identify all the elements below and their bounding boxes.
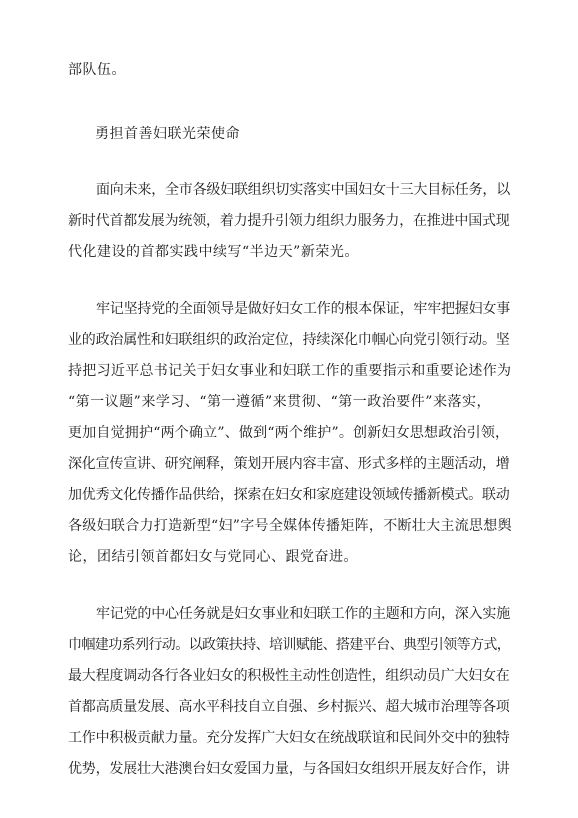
text-line: 论，团结引领首都妇女与党同心、跟党奋进。 <box>68 549 358 565</box>
text-line: 各级妇联合力打造新型“妇”字号全媒体传播矩阵，不断壮大主流思想舆 <box>68 518 512 534</box>
text-line: 首都高质量发展、高水平科技自立自强、乡村振兴、超大城市治理等各项 <box>68 699 510 715</box>
text-line: 优势，发展壮大港澳台妇女爱国力量，与各国妇女组织开展友好合作，讲 <box>68 761 510 777</box>
text-line: 牢记党的中心任务就是妇女事业和妇联工作的主题和方向，深入实施 <box>96 606 510 622</box>
text-line: 工作中积极贡献力量。充分发挥广大妇女在统战联谊和民间外交中的独特 <box>68 730 510 746</box>
text-line: “第一议题”来学习、“第一遵循”来贯彻、“第一政治要件”来落实， <box>68 394 491 410</box>
text-line: 代化建设的首都实践中续写“半边天”新荣光。 <box>68 244 359 260</box>
text-line: 最大程度调动各行各业妇女的积极性主动性创造性，组织动员广大妇女在 <box>68 668 510 684</box>
text-line: 加优秀文化传播作品供给，探索在妇女和家庭建设领域传播新模式。联动 <box>68 487 510 503</box>
text-line: 部队伍。 <box>68 62 126 78</box>
text-line: 牢记坚持党的全面领导是做好妇女工作的根本保证，牢牢把握妇女事 <box>96 301 510 317</box>
text-line: 新时代首都发展为统领，着力提升引领力组织力服务力，在推进中国式现 <box>68 213 510 229</box>
heading-line: 勇担首善妇联光荣使命 <box>95 126 240 142</box>
text-line: 深化宣传宣讲、研究阐释，策划开展内容丰富、形式多样的主题活动，增 <box>68 456 510 472</box>
text-line: 业的政治属性和妇联组织的政治定位，持续深化巾帼心向党引领行动。坚 <box>68 332 510 348</box>
text-line: 更加自觉拥护“两个确立”、做到“两个维护”。创新妇女思想政治引领， <box>68 425 510 441</box>
text-line: 持把习近平总书记关于妇女事业和妇联工作的重要指示和重要论述作为 <box>68 363 512 379</box>
text-line: 面向未来，全市各级妇联组织切实落实中国妇女十三大目标任务，以 <box>96 182 510 198</box>
text-line: 巾帼建功系列行动。以政策扶持、培训赋能、搭建平台、典型引领等方式， <box>68 637 511 653</box>
